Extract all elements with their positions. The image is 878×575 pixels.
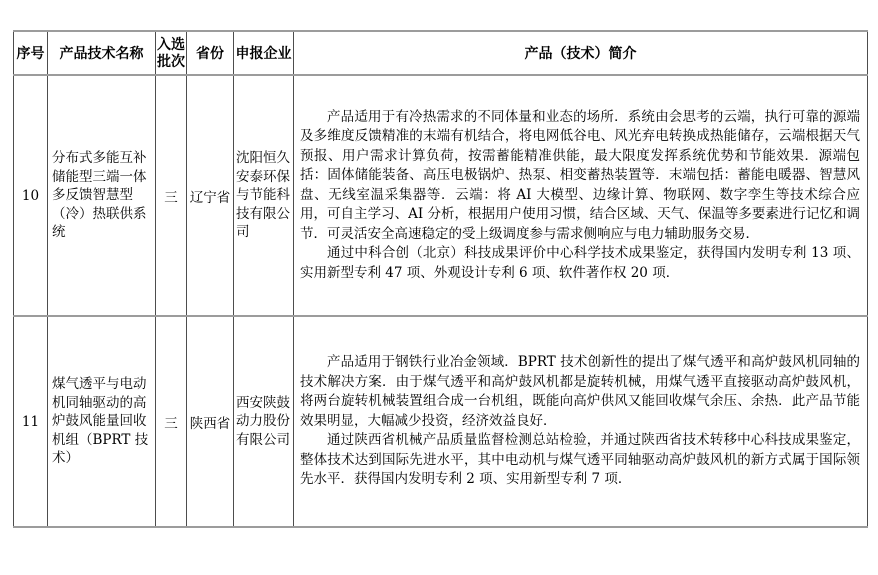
col-header-intro: 产品（技术）简介	[294, 31, 868, 75]
product-name: 分布式多能互补储能型三端一体多反馈智慧型（冷）热联供系统	[48, 75, 156, 316]
intro-paragraph: 通过陕西省机械产品质量监督检测总站检验，并通过陕西省技术转移中心科技成果鉴定，整体技术达到国际先进水平，其中电动机与煤气透平同轴驱动高炉鼓风机的新方式属于国际领先水平．获得国内发明专利 2 项、实用新型专利 7 项．	[300, 432, 860, 488]
intro-paragraph: 产品适用于钢铁行业冶金领域．BPRT 技术创新性的提出了煤气透平和高炉鼓风机同轴的技术解决方案．由于煤气透平和高炉鼓风机都是旋转机械，用煤气透平直接驱动高炉鼓风机，将两台旋转机械装置组合成一台机组，既能向高炉供风又能回收煤气余压、余热．此产品节能效果明显，大幅减少投资，经济效益良好．	[300, 354, 860, 429]
col-header-province: 省份	[187, 31, 234, 75]
serial-number: 11	[14, 316, 48, 527]
province: 辽宁省	[187, 75, 234, 316]
table-header-row	[14, 31, 868, 75]
company: 西安陕鼓动力股份有限公司	[234, 316, 294, 527]
intro-paragraph: 通过中科合创（北京）科技成果评价中心科学技术成果鉴定，获得国内发明专利 13 项、实用新型专利 47 项、外观设计专利 6 项、软件著作权 20 项．	[300, 245, 860, 281]
col-header-serial-number: 序号	[14, 31, 48, 75]
intro-text	[294, 75, 868, 316]
col-header-batch: 入选批次	[156, 31, 187, 75]
table-row	[14, 316, 868, 527]
batch: 三	[156, 316, 187, 527]
province: 陕西省	[187, 316, 234, 527]
serial-number: 10	[14, 75, 48, 316]
intro-paragraph: 产品适用于有冷热需求的不同体量和业态的场所．系统由会思考的云端，执行可靠的源端及多维度反馈精准的末端有机结合，将电网低谷电、风光弃电转换成热能储存，云端根据天气预报、用户需求计算负荷，按需蓄能精准供能，最大限度发挥系统优势和节能效果．源端包括：固体储能装备、高压电极锅炉、热泵、相变蓄热装置等．末端包括：蓄能电暖器、智慧风盘、无线室温采集器等．云端：将 AI 大模型、边缘计算、物联网、数字孪生等技术综合应用，可自主学习、AI 分析，根据用户使用习惯，结合区域、天气、保温等多要素进行记忆和调节．可灵活安全高速稳定的受上级调度参与需求侧响应与电力辅助服务交易．	[300, 108, 860, 242]
col-header-product-name: 产品技术名称	[48, 31, 156, 75]
intro-text	[294, 316, 868, 527]
col-header-company: 申报企业	[234, 31, 294, 75]
product-name: 煤气透平与电动机同轴驱动的高炉鼓风能量回收机组（BPRT 技术）	[48, 316, 156, 527]
company: 沈阳恒久安泰环保与节能科技有限公司	[234, 75, 294, 316]
table-row	[14, 75, 868, 316]
batch: 三	[156, 75, 187, 316]
product-technology-table	[13, 30, 868, 528]
